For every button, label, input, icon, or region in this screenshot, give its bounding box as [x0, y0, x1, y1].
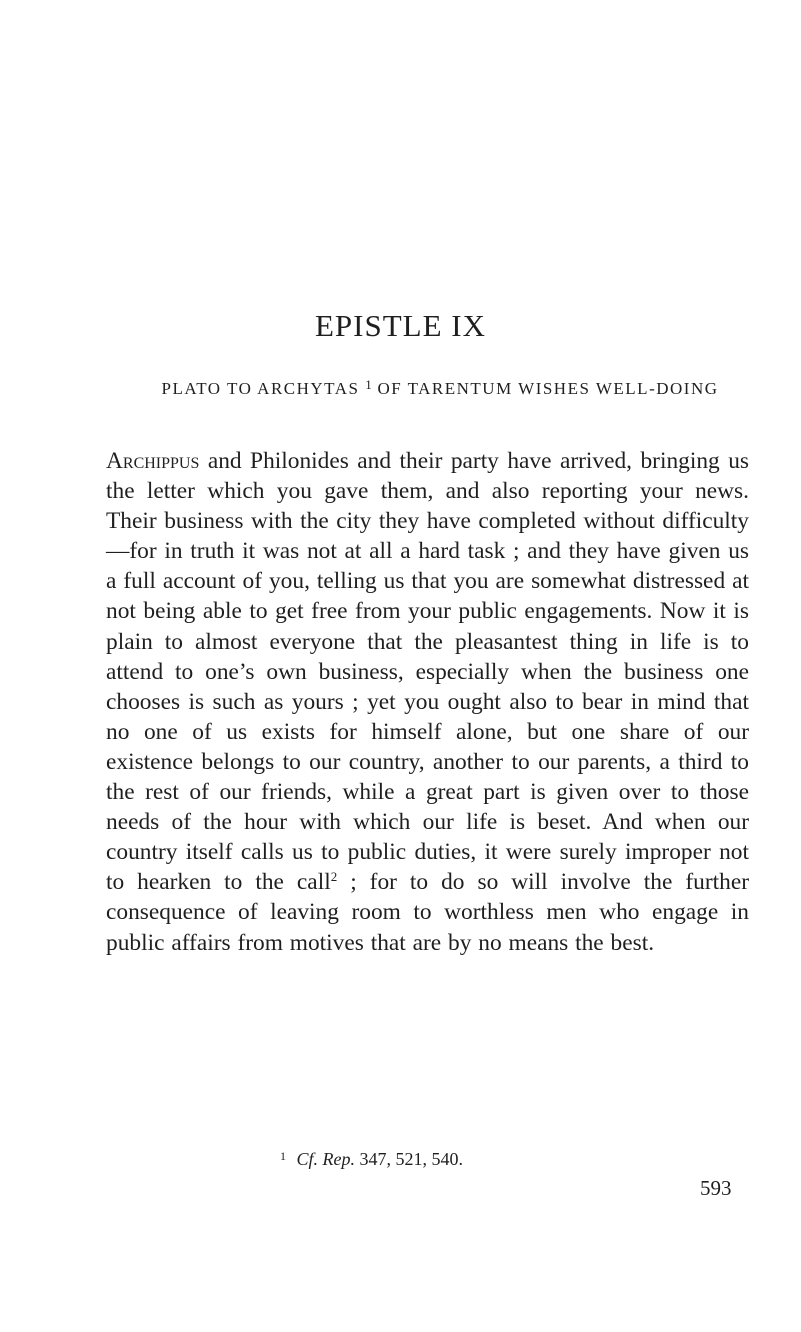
body-lead-word: Archippus	[106, 448, 200, 474]
heading-footnote-ref: 1	[365, 377, 372, 392]
footnote-cf: Cf.	[296, 1149, 319, 1169]
body-paragraph-part-1: and Philonides and their party have arrived, bringing us the letter which you gave them, and also reporting your news. Their business with the city they have completed without difficulty—for in truth it was not at all a hard task ; and they have given us a full account of you, telling us that you are somewhat distressed at not being able to get free from your public engagements. Now it is plain to almost everyone that the pleasantest thing in life is to attend to one’s own business, especially when the business one chooses is such as yours ; yet you ought also to bear in mind that no one of us exists for himself alone, but one share of our existence belongs to our country, another to our parents, a third to the rest of our friends, while a great part is given over to those needs of the hour with which our life is beset. And when our country itself calls us to public duties, it were surely improper not to hearken to the call	[106, 448, 749, 896]
body-paragraph-part-2: ; for to do so will involve the further consequence of leaving room to worthless men who engage in public affairs from motives that are by no means the best.	[106, 869, 749, 956]
footnote-refs: 347, 521, 540.	[359, 1149, 463, 1169]
epistle-title: EPISTLE IX	[314, 308, 486, 343]
body-footnote-ref: 2	[330, 869, 338, 885]
epistle-heading	[130, 370, 750, 403]
footnote-work: Rep.	[322, 1149, 355, 1169]
heading-text-continued: OF TARENTUM WISHES WELL-DOING	[377, 379, 719, 398]
page-number: 593	[700, 1176, 732, 1200]
epistle-body	[106, 446, 749, 958]
heading-text: PLATO TO ARCHYTAS	[161, 379, 360, 398]
footnote	[280, 1144, 463, 1171]
footnote-mark: 1	[280, 1149, 286, 1163]
